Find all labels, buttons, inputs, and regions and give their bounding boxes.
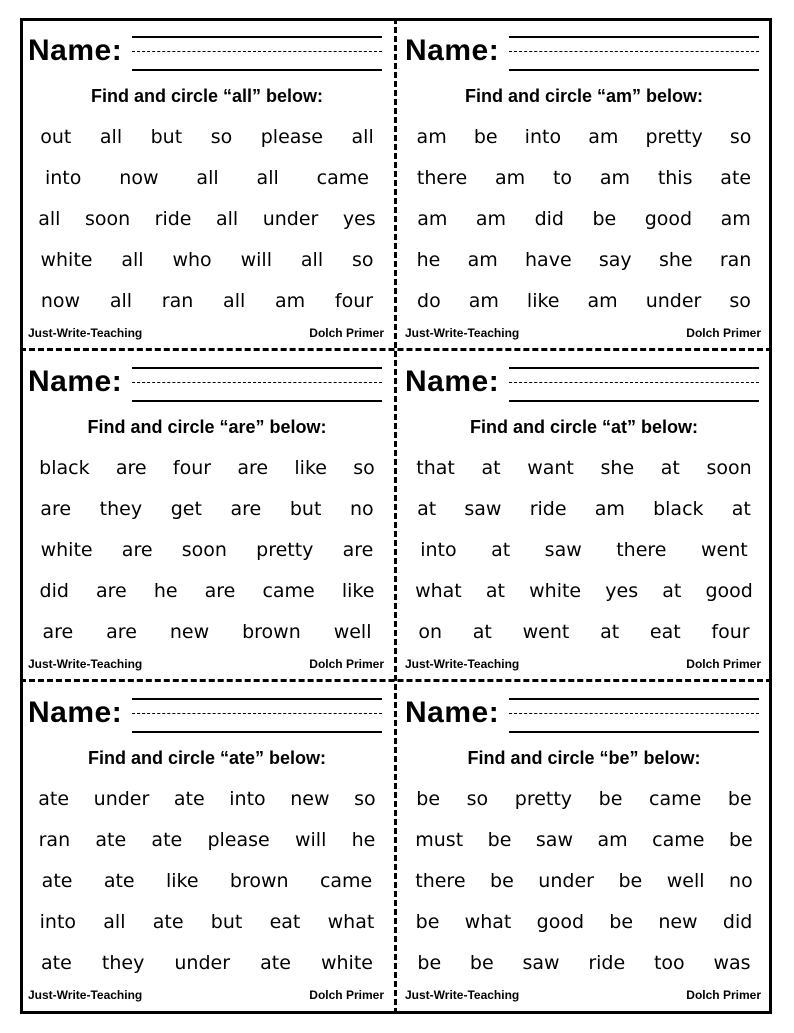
word[interactable]: there xyxy=(416,166,468,189)
word[interactable]: ran xyxy=(38,828,71,851)
word-row xyxy=(403,819,765,860)
word[interactable]: on xyxy=(418,620,443,643)
word[interactable]: she xyxy=(658,248,693,271)
word[interactable]: ride xyxy=(529,497,567,520)
word[interactable]: did xyxy=(534,207,564,230)
word[interactable]: there xyxy=(415,869,466,892)
word[interactable]: be xyxy=(592,207,617,230)
word[interactable]: are xyxy=(42,620,74,643)
word-row xyxy=(403,116,765,157)
word[interactable]: am xyxy=(275,289,306,312)
word[interactable]: yes xyxy=(605,579,639,602)
word[interactable]: white xyxy=(40,248,93,271)
word[interactable]: ate xyxy=(151,828,183,851)
word[interactable]: like xyxy=(526,289,560,312)
word[interactable]: saw xyxy=(535,828,573,851)
word-row xyxy=(26,942,388,983)
word[interactable]: eat xyxy=(649,620,681,643)
dotted-midline xyxy=(509,713,759,714)
word[interactable]: now xyxy=(40,289,81,312)
writing-line xyxy=(509,731,759,733)
instruction: Find and circle “at” below: xyxy=(469,417,699,437)
word-card xyxy=(20,351,394,681)
word[interactable]: at xyxy=(662,579,682,602)
name-writing-lines[interactable] xyxy=(132,367,382,407)
word[interactable]: saw xyxy=(544,538,582,561)
word[interactable]: under xyxy=(262,207,319,230)
word[interactable]: am xyxy=(599,166,630,189)
word[interactable]: eat xyxy=(269,910,301,933)
writing-line xyxy=(132,698,382,700)
word[interactable]: please xyxy=(260,125,323,148)
word-row xyxy=(403,860,765,901)
word[interactable]: at xyxy=(660,456,680,479)
word-row xyxy=(26,116,388,157)
word[interactable]: ride xyxy=(588,951,626,974)
word[interactable]: was xyxy=(713,951,751,974)
word-grid xyxy=(403,116,765,321)
name-row xyxy=(28,32,388,78)
word[interactable]: ran xyxy=(719,248,752,271)
word-row xyxy=(26,611,388,652)
word[interactable]: are xyxy=(106,620,137,643)
footer-credit: Just-Write-Teaching xyxy=(28,657,143,671)
word[interactable]: are xyxy=(40,497,72,520)
dotted-midline xyxy=(132,713,382,714)
word-row xyxy=(26,280,388,321)
word[interactable]: brown xyxy=(242,620,301,643)
word[interactable]: please xyxy=(207,828,270,851)
word[interactable]: no xyxy=(729,869,753,892)
word[interactable]: but xyxy=(210,910,243,933)
word-row xyxy=(26,447,388,488)
word[interactable]: this xyxy=(657,166,693,189)
name-label: Name: xyxy=(405,365,500,398)
word[interactable]: new xyxy=(658,910,698,933)
word[interactable]: came xyxy=(649,787,702,810)
word[interactable]: ate xyxy=(41,951,72,974)
writing-line xyxy=(509,69,759,71)
name-label: Name: xyxy=(405,696,500,729)
dotted-midline xyxy=(509,382,759,383)
word[interactable]: white xyxy=(40,538,93,561)
word[interactable]: ate xyxy=(152,910,184,933)
word[interactable]: too xyxy=(653,951,685,974)
word[interactable]: white xyxy=(529,579,582,602)
footer-credit: Just-Write-Teaching xyxy=(28,988,143,1002)
word[interactable]: all xyxy=(216,207,239,230)
name-row xyxy=(28,363,388,409)
word-row xyxy=(403,239,765,280)
word-grid xyxy=(26,447,388,652)
word-card xyxy=(397,20,771,350)
writing-line xyxy=(509,367,759,369)
word[interactable]: but xyxy=(289,497,322,520)
word[interactable]: be xyxy=(469,951,494,974)
word-card xyxy=(20,20,394,350)
word[interactable]: all xyxy=(256,166,279,189)
word-row xyxy=(26,239,388,280)
word[interactable]: like xyxy=(294,456,327,479)
word[interactable]: they xyxy=(101,951,145,974)
word[interactable]: all xyxy=(223,289,246,312)
word[interactable]: so xyxy=(729,289,751,312)
word[interactable]: am xyxy=(494,166,526,189)
word[interactable]: ate xyxy=(260,951,291,974)
name-writing-lines[interactable] xyxy=(132,698,382,738)
word[interactable]: under xyxy=(93,787,150,810)
word[interactable]: be xyxy=(487,828,512,851)
instruction: Find and circle “am” below: xyxy=(464,86,704,106)
dotted-midline xyxy=(132,382,382,383)
word-grid xyxy=(403,447,765,652)
word[interactable]: came xyxy=(262,579,315,602)
word[interactable]: pretty xyxy=(645,125,703,148)
name-row xyxy=(28,694,388,740)
word-row xyxy=(26,901,388,942)
word[interactable]: under xyxy=(645,289,702,312)
writing-line xyxy=(132,731,382,733)
word[interactable]: be xyxy=(609,910,634,933)
word-card xyxy=(20,682,394,1012)
word[interactable]: soon xyxy=(706,456,752,479)
word-row xyxy=(403,157,765,198)
word[interactable]: all xyxy=(300,248,324,271)
name-writing-lines[interactable] xyxy=(509,36,759,76)
footer-level: Dolch Primer xyxy=(309,988,384,1002)
word-row xyxy=(26,778,388,819)
word[interactable]: black xyxy=(39,456,90,479)
word-row xyxy=(403,611,765,652)
word[interactable]: pretty xyxy=(514,787,573,810)
name-row xyxy=(405,694,765,740)
word[interactable]: well xyxy=(666,869,705,892)
word[interactable]: at xyxy=(481,456,501,479)
word[interactable]: she xyxy=(600,456,635,479)
word-row xyxy=(26,488,388,529)
word[interactable]: are xyxy=(237,456,269,479)
footer-level: Dolch Primer xyxy=(686,657,761,671)
dotted-midline xyxy=(509,51,759,52)
word[interactable]: be xyxy=(473,125,498,148)
name-writing-lines[interactable] xyxy=(509,367,759,407)
word[interactable]: at xyxy=(731,497,751,520)
word[interactable]: well xyxy=(333,620,372,643)
word[interactable]: are xyxy=(115,456,147,479)
word[interactable]: are xyxy=(204,579,236,602)
word[interactable]: into xyxy=(420,538,457,561)
word[interactable]: so xyxy=(353,456,375,479)
word[interactable]: all xyxy=(99,125,123,148)
word[interactable]: be xyxy=(618,869,643,892)
word[interactable]: came xyxy=(316,166,369,189)
word[interactable]: be xyxy=(727,787,752,810)
word[interactable]: am xyxy=(468,289,499,312)
word[interactable]: came xyxy=(652,828,705,851)
word-grid xyxy=(26,778,388,983)
word-grid xyxy=(26,116,388,321)
word[interactable]: into xyxy=(44,166,82,189)
word[interactable]: am xyxy=(467,248,498,271)
word[interactable]: pretty xyxy=(256,538,314,561)
word-card xyxy=(397,351,771,681)
word[interactable]: ran xyxy=(161,289,194,312)
word[interactable]: new xyxy=(169,620,210,643)
word[interactable]: at xyxy=(417,497,437,520)
name-writing-lines[interactable] xyxy=(509,698,759,738)
writing-line xyxy=(132,69,382,71)
word[interactable]: but xyxy=(150,125,183,148)
word-row xyxy=(403,447,765,488)
word[interactable]: came xyxy=(319,869,373,892)
word[interactable]: went xyxy=(700,538,748,561)
name-row xyxy=(405,363,765,409)
word-row xyxy=(403,778,765,819)
word[interactable]: ate xyxy=(720,166,752,189)
word[interactable]: saw xyxy=(522,951,560,974)
word[interactable]: are xyxy=(121,538,153,561)
word[interactable]: all xyxy=(351,125,374,148)
footer-credit: Just-Write-Teaching xyxy=(405,657,520,671)
word[interactable]: all xyxy=(121,248,144,271)
name-row xyxy=(405,32,765,78)
word[interactable]: good xyxy=(705,579,753,602)
word[interactable]: ride xyxy=(154,207,192,230)
word[interactable]: now xyxy=(119,166,159,189)
writing-line xyxy=(132,36,382,38)
word[interactable]: to xyxy=(552,166,573,189)
footer-credit: Just-Write-Teaching xyxy=(405,988,520,1002)
word[interactable]: ate xyxy=(38,787,70,810)
dotted-midline xyxy=(132,51,382,52)
word[interactable]: good xyxy=(644,207,693,230)
word-row xyxy=(403,488,765,529)
word[interactable]: at xyxy=(600,620,620,643)
word[interactable]: into xyxy=(39,910,77,933)
word[interactable]: brown xyxy=(229,869,289,892)
word-grid xyxy=(403,778,765,983)
instruction: Find and circle “are” below: xyxy=(87,417,327,437)
word[interactable]: he xyxy=(351,828,376,851)
word[interactable]: do xyxy=(417,289,441,312)
word[interactable]: get xyxy=(170,497,202,520)
word-card xyxy=(397,682,771,1012)
word-row xyxy=(26,198,388,239)
word[interactable]: good xyxy=(536,910,585,933)
writing-line xyxy=(509,36,759,38)
word[interactable]: into xyxy=(524,125,562,148)
word[interactable]: four xyxy=(172,456,212,479)
word[interactable]: what xyxy=(464,910,512,933)
word[interactable]: will xyxy=(294,828,327,851)
word[interactable]: went xyxy=(522,620,570,643)
word-row xyxy=(403,529,765,570)
word[interactable]: be xyxy=(598,787,623,810)
word[interactable]: say xyxy=(598,248,632,271)
word[interactable]: like xyxy=(341,579,375,602)
word[interactable]: ate xyxy=(173,787,205,810)
word[interactable]: at xyxy=(485,579,505,602)
word[interactable]: at xyxy=(491,538,511,561)
word[interactable]: am xyxy=(720,207,751,230)
footer-level: Dolch Primer xyxy=(686,326,761,340)
instruction: Find and circle “be” below: xyxy=(467,748,701,768)
word-row xyxy=(26,157,388,198)
writing-line xyxy=(509,400,759,402)
word[interactable]: so xyxy=(466,787,489,810)
word[interactable]: all xyxy=(103,910,126,933)
word[interactable]: are xyxy=(96,579,127,602)
word[interactable]: am xyxy=(594,497,625,520)
word-row xyxy=(26,819,388,860)
word[interactable]: under xyxy=(538,869,594,892)
word[interactable]: saw xyxy=(464,497,502,520)
word[interactable]: will xyxy=(240,248,272,271)
word[interactable]: like xyxy=(165,869,199,892)
name-label: Name: xyxy=(405,34,500,67)
word[interactable]: am xyxy=(588,125,619,148)
word[interactable]: must xyxy=(415,828,464,851)
footer-level: Dolch Primer xyxy=(309,657,384,671)
word[interactable]: so xyxy=(210,125,233,148)
word[interactable]: all xyxy=(109,289,133,312)
instruction: Find and circle “ate” below: xyxy=(87,748,327,768)
word[interactable]: are xyxy=(230,497,262,520)
word[interactable]: be xyxy=(415,910,440,933)
word[interactable]: who xyxy=(172,248,212,271)
word[interactable]: did xyxy=(39,579,69,602)
writing-line xyxy=(132,367,382,369)
word[interactable]: am xyxy=(587,289,618,312)
word[interactable]: what xyxy=(327,910,375,933)
word[interactable]: ate xyxy=(41,869,73,892)
word[interactable]: he xyxy=(153,579,178,602)
word[interactable]: are xyxy=(342,538,374,561)
word[interactable]: white xyxy=(320,951,373,974)
word[interactable]: so xyxy=(352,248,374,271)
word-row xyxy=(26,860,388,901)
word[interactable]: so xyxy=(729,125,752,148)
word-row xyxy=(403,901,765,942)
word[interactable]: black xyxy=(653,497,704,520)
word-row xyxy=(26,570,388,611)
footer-level: Dolch Primer xyxy=(309,326,384,340)
word-row xyxy=(26,529,388,570)
word[interactable]: under xyxy=(174,951,231,974)
footer-level: Dolch Primer xyxy=(686,988,761,1002)
word[interactable]: be xyxy=(417,951,442,974)
name-writing-lines[interactable] xyxy=(132,36,382,76)
footer-credit: Just-Write-Teaching xyxy=(28,326,143,340)
word[interactable]: out xyxy=(40,125,72,148)
word[interactable]: they xyxy=(99,497,143,520)
word[interactable]: four xyxy=(334,289,374,312)
word[interactable]: be xyxy=(490,869,514,892)
word[interactable]: have xyxy=(525,248,572,271)
word[interactable]: want xyxy=(527,456,574,479)
word[interactable]: yes xyxy=(342,207,376,230)
instruction: Find and circle “all” below: xyxy=(90,86,324,106)
word[interactable]: what xyxy=(415,579,462,602)
word-row xyxy=(403,198,765,239)
footer-credit: Just-Write-Teaching xyxy=(405,326,520,340)
word[interactable]: soon xyxy=(181,538,227,561)
word[interactable]: am xyxy=(417,207,448,230)
word[interactable]: be xyxy=(416,787,441,810)
writing-line xyxy=(509,698,759,700)
word[interactable]: at xyxy=(472,620,492,643)
word[interactable]: all xyxy=(196,166,219,189)
name-label: Name: xyxy=(28,365,123,398)
word[interactable]: am xyxy=(475,207,507,230)
writing-line xyxy=(132,400,382,402)
word-row xyxy=(403,280,765,321)
word[interactable]: ate xyxy=(95,828,127,851)
name-label: Name: xyxy=(28,34,123,67)
word[interactable]: there xyxy=(616,538,667,561)
word[interactable]: all xyxy=(38,207,61,230)
word[interactable]: four xyxy=(711,620,750,643)
word[interactable]: new xyxy=(290,787,330,810)
word[interactable]: he xyxy=(416,248,441,271)
word[interactable]: ate xyxy=(103,869,135,892)
word[interactable]: into xyxy=(229,787,266,810)
name-label: Name: xyxy=(28,696,123,729)
word[interactable]: no xyxy=(350,497,374,520)
word-row xyxy=(403,942,765,983)
word-row xyxy=(403,570,765,611)
word[interactable]: did xyxy=(722,910,753,933)
word[interactable]: am xyxy=(416,125,447,148)
word[interactable]: be xyxy=(728,828,753,851)
word[interactable]: am xyxy=(597,828,628,851)
word[interactable]: soon xyxy=(84,207,131,230)
word[interactable]: so xyxy=(354,787,376,810)
word[interactable]: that xyxy=(416,456,455,479)
